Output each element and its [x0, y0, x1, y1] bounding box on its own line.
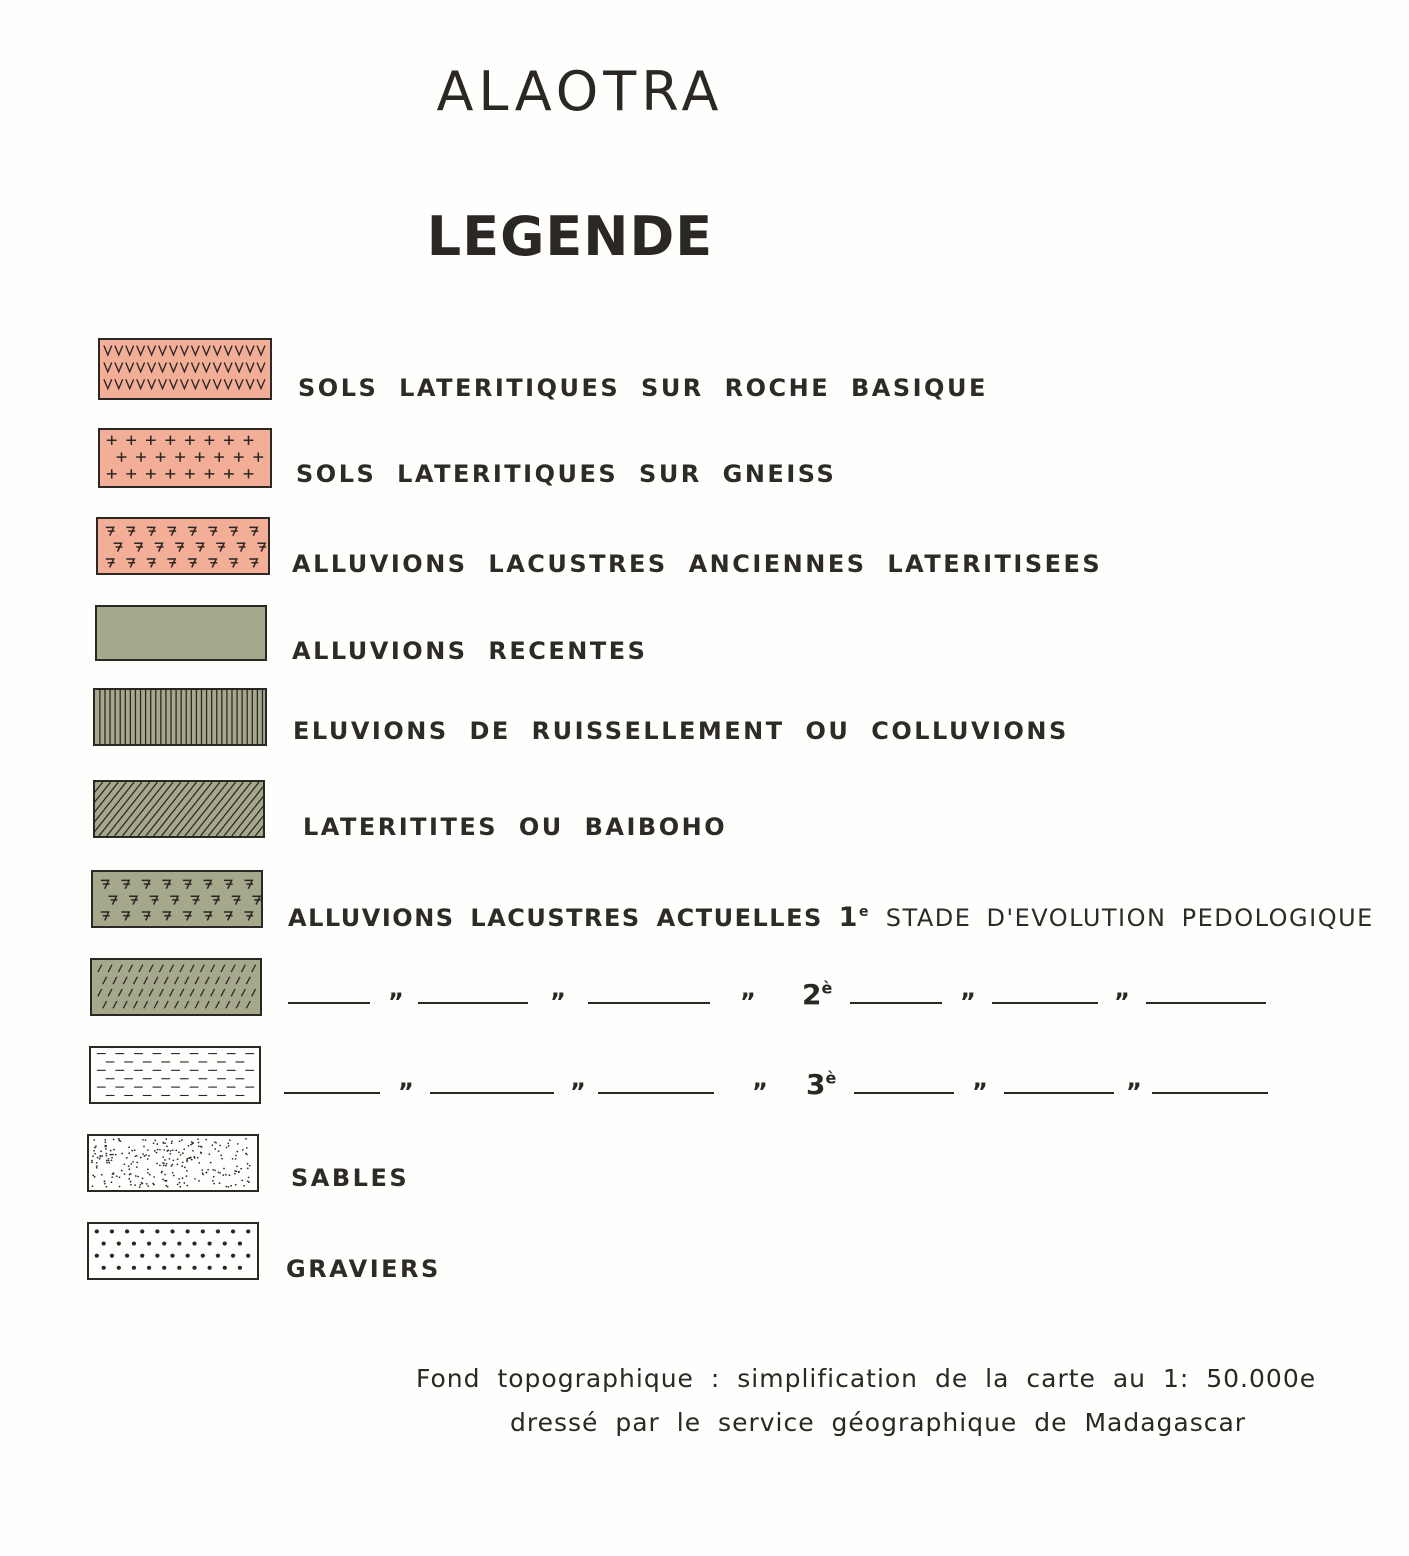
footnote-line-1: Fond topographique : simplification de la carte au 1: 50.000e: [416, 1364, 1317, 1393]
ditto-mark: ”: [752, 1078, 768, 1106]
legend-title: LEGENDE: [426, 205, 714, 268]
footnote-line-2: dressé par le service géographique de Madagascar: [510, 1408, 1247, 1437]
ditto-mark: ”: [1126, 1078, 1142, 1106]
label-sols-roche-basique: SOLS LATERITIQUES SUR ROCHE BASIQUE: [298, 374, 988, 402]
label-alluvions-recentes: ALLUVIONS RECENTES: [292, 637, 648, 665]
ditto-mark: ”: [570, 1078, 586, 1106]
ditto-mark: ”: [960, 988, 976, 1016]
swatch-alluvions-actuelles-2: [90, 958, 262, 1016]
swatch-sols-gneiss: [98, 428, 272, 488]
ditto-mark: ”: [398, 1078, 414, 1106]
swatch-sables: [87, 1134, 259, 1192]
swatch-graviers: [87, 1222, 259, 1280]
label-graviers: GRAVIERS: [286, 1255, 441, 1283]
label-sables: SABLES: [291, 1164, 410, 1192]
swatch-alluvions-actuelles-3: [89, 1046, 261, 1104]
ditto-row-stage-2: [288, 978, 1268, 1022]
ditto-row-stage-3: [284, 1068, 1270, 1112]
label-lateritites: LATERITITES OU BAIBOHO: [303, 813, 728, 841]
ditto-mark: ”: [1114, 988, 1130, 1016]
stage-2: $2^è$: [802, 978, 833, 1011]
stage-3: $3^è$: [806, 1068, 837, 1101]
swatch-alluvions-actuelles-1: [91, 870, 263, 928]
swatch-lateritites: [93, 780, 265, 838]
label-alluvions-actuelles-rest: STADE D'EVOLUTION PEDOLOGIQUE: [885, 904, 1374, 932]
label-alluvions-anciennes: ALLUVIONS LACUSTRES ANCIENNES LATERITISEES: [292, 550, 1103, 578]
label-alluvions-actuelles-main: ALLUVIONS LACUSTRES ACTUELLES: [288, 904, 823, 932]
label-alluvions-actuelles-1: [288, 902, 1374, 933]
ditto-mark: ”: [740, 988, 756, 1016]
swatch-alluvions-anciennes: [96, 517, 270, 575]
ditto-mark: ”: [550, 988, 566, 1016]
map-title: ALAOTRA: [436, 60, 724, 123]
ditto-mark: ”: [388, 988, 404, 1016]
label-eluvions: ELUVIONS DE RUISSELLEMENT OU COLLUVIONS: [293, 717, 1069, 745]
stage-1: 1e: [838, 902, 870, 933]
swatch-eluvions: [93, 688, 267, 746]
swatch-sols-roche-basique: [98, 338, 272, 400]
label-sols-gneiss: SOLS LATERITIQUES SUR GNEISS: [296, 460, 837, 488]
swatch-alluvions-recentes: [95, 605, 267, 661]
ditto-mark: ”: [972, 1078, 988, 1106]
